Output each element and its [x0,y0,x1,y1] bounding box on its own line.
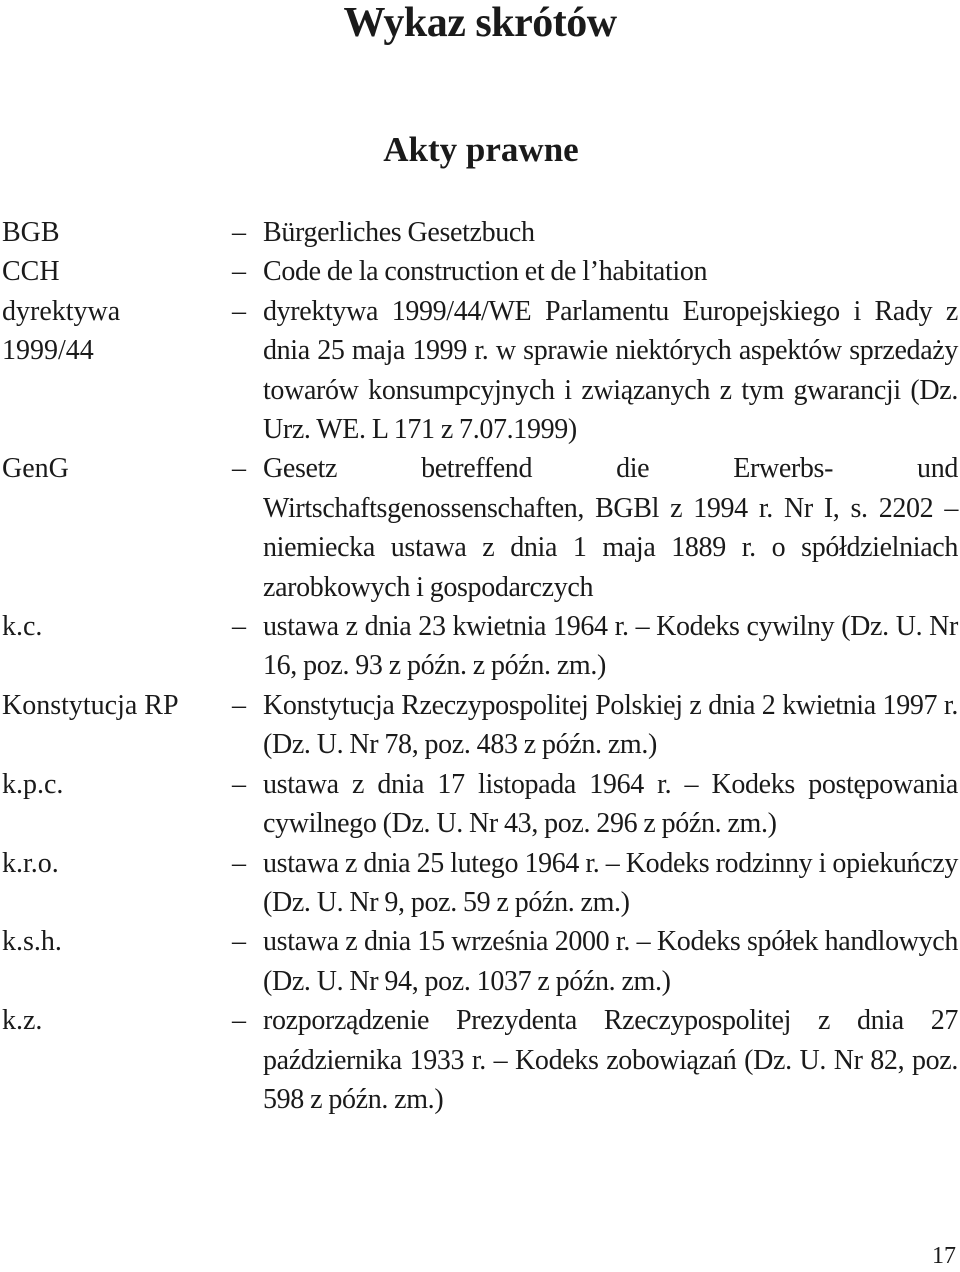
abbreviation-entry-kro [0,844,960,923]
abbreviation-term: k.s.h. [2,926,62,958]
abbreviation-entry-cch [0,252,960,291]
entry-dash: – [232,689,246,721]
abbreviation-term-text: dyrektywa 1999/44 [2,295,121,367]
entry-dash: – [232,768,246,800]
abbreviation-entry-bgb [0,213,960,252]
abbreviation-entry-ksh [0,922,960,1001]
entry-dash: – [232,256,246,288]
abbreviation-definition: ustawa z dnia 23 kwietnia 1964 r. – Kodeks cywilny (Dz. U. Nr 16, poz. 93 z późn. z późn. zm.) [263,611,958,682]
abbreviation-definition: ustawa z dnia 25 lutego 1964 r. – Kodeks rodzinny i opiekuńczy (Dz. U. Nr 9, poz. 59 z późn. zm.) [263,847,958,918]
entry-dash: – [232,611,246,643]
abbreviation-entry-dyrektywa [0,292,960,450]
entry-dash: – [232,217,246,248]
abbreviation-term: CCH [2,256,60,288]
abbreviation-definition: Gesetz betreffend die Erwerbs- und Wirtschaftsgenossenschaften, BGBl z 1994 r. Nr I, s. 2202 – niemiecka ustawa z dnia 1 maja 1889 r. o spółdzielniach zarobkowych i gospodarczych [263,453,958,603]
abbreviation-term: Konstytucja RP [2,689,179,721]
abbreviation-term: k.p.c. [2,768,64,800]
abbreviation-definition: rozporządzenie Prezydenta Rzeczypospolitej z dnia 27 października 1933 r. – Kodeks zobowiązań (Dz. U. Nr 82, poz. 598 z późn. zm.) [263,1005,958,1115]
abbreviation-definition: ustawa z dnia 17 listopada 1964 r. – Kodeks postępowania cywilnego (Dz. U. Nr 43, poz. 296 z późn. zm.) [263,768,958,840]
abbreviation-definition: Code de la construction et de l’habitation [263,256,708,288]
abbreviation-definition: Konstytucja Rzeczypospolitej Polskiej z dnia 2 kwietnia 1997 r. (Dz. U. Nr 78, poz. 483 z późn. zm.) [263,689,958,761]
abbreviation-entry-kz [0,1001,960,1119]
abbreviation-term [2,292,162,371]
abbreviation-entry-kpc [0,765,960,844]
abbreviation-term: k.r.o. [2,847,59,879]
entry-dash: – [232,847,246,879]
abbreviation-definition: Bürgerliches Gesetzbuch [263,217,535,248]
abbreviation-list [0,213,960,1119]
entry-dash: – [232,453,246,485]
abbreviation-entry-geng [0,449,960,607]
page-title: Wykaz skrótów [343,0,617,46]
abbreviation-definition: dyrektywa 1999/44/WE Parlamentu Europejskiego i Rady z dnia 25 maja 1999 r. w sprawie niektórych aspektów sprzedaży towarów konsumpcyjnych i związanych z tym gwarancji (Dz. Urz. WE. L 171 z 7.07.1999) [263,295,958,446]
abbreviation-entry-konstytucja [0,686,960,765]
abbreviation-term: k.c. [2,611,43,643]
entry-dash: – [232,1005,246,1037]
section-heading [0,130,960,170]
abbreviation-term: k.z. [2,1005,43,1037]
abbreviation-term: GenG [2,453,69,485]
section-heading-text: Akty prawne [383,130,579,169]
abbreviation-term: BGB [2,217,60,248]
entry-dash: – [232,295,246,327]
abbreviation-definition: ustawa z dnia 15 września 2000 r. – Kodeks spółek handlowych (Dz. U. Nr 94, poz. 1037 z późn. zm.) [263,926,958,997]
entry-dash: – [232,926,246,958]
page-number: 17 [932,1243,956,1269]
abbreviation-entry-kc [0,607,960,686]
